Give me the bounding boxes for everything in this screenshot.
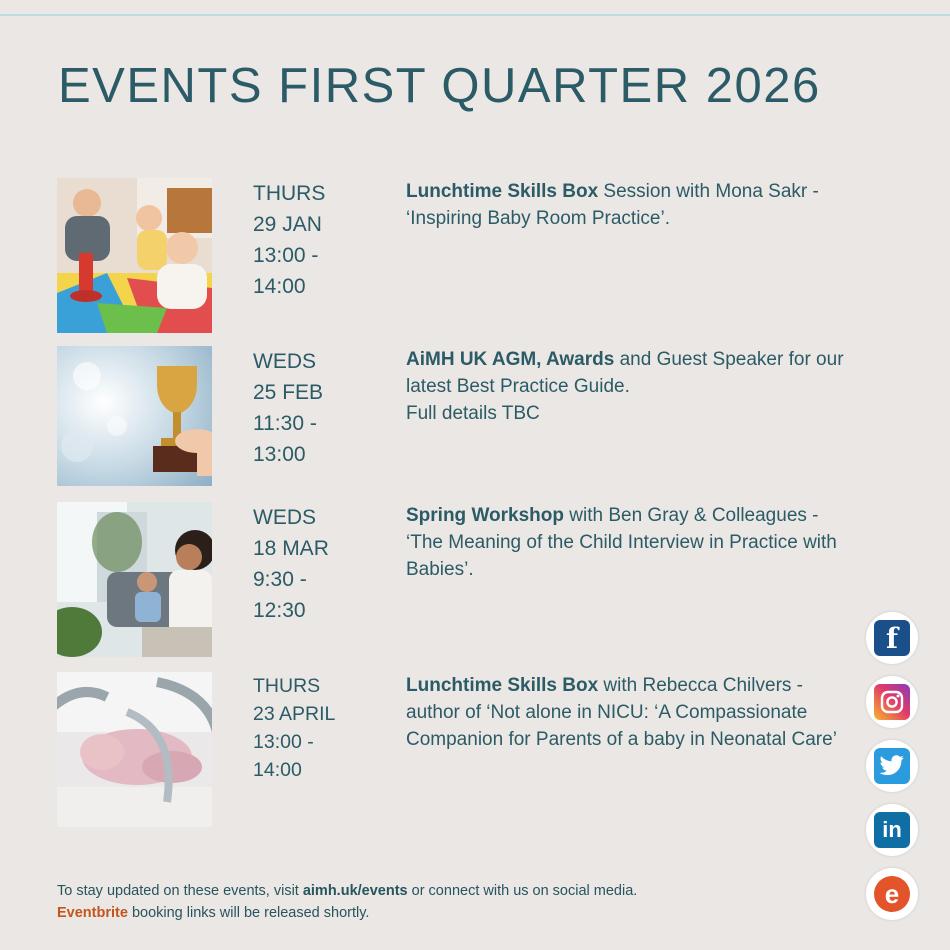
page-title: EVENTS FIRST QUARTER 2026 bbox=[58, 59, 821, 113]
event-description bbox=[406, 346, 846, 427]
instagram-button[interactable] bbox=[866, 676, 918, 728]
events-link[interactable]: aimh.uk/events bbox=[302, 883, 408, 899]
event-date-label: 18 MAR bbox=[253, 537, 329, 560]
event-time-end: 14:00 bbox=[253, 275, 306, 298]
event-time-start: 13:00 - bbox=[253, 244, 319, 267]
event-date bbox=[253, 178, 383, 302]
event-day: WEDS bbox=[253, 506, 316, 529]
event-day: THURS bbox=[253, 182, 326, 205]
footer-note bbox=[57, 880, 637, 924]
incubator-image bbox=[57, 672, 212, 827]
event-time-end: 14:00 bbox=[253, 759, 302, 781]
event-date bbox=[253, 502, 383, 626]
event-description bbox=[406, 502, 846, 583]
event-text: with Rebecca Chilvers - author of ‘Not alone in NICU: ‘A Compassionate Companion for Parents of a baby in Neonatal Care’ bbox=[406, 675, 837, 750]
interview-image bbox=[57, 502, 212, 657]
footer-line-1 bbox=[57, 880, 637, 902]
event-date-label: 29 JAN bbox=[253, 213, 322, 236]
event-time-start: 11:30 - bbox=[253, 412, 317, 435]
event-description bbox=[406, 178, 846, 232]
twitter-icon bbox=[874, 748, 910, 784]
event-title: AiMH UK AGM, Awards bbox=[406, 349, 615, 370]
facebook-button[interactable] bbox=[866, 612, 918, 664]
event-row bbox=[57, 502, 857, 657]
event-row bbox=[57, 672, 857, 827]
footer-text: or connect with us on social media. bbox=[407, 883, 638, 899]
trophy-image bbox=[57, 346, 212, 486]
event-text: with Ben Gray & Colleagues - ‘The Meaning of the Child Interview in Practice with Babies’. bbox=[406, 505, 837, 580]
event-extra: Full details TBC bbox=[406, 403, 540, 424]
top-divider bbox=[0, 14, 950, 16]
event-description bbox=[406, 672, 846, 753]
event-time-end: 13:00 bbox=[253, 443, 306, 466]
footer-text: To stay updated on these events, visit bbox=[57, 883, 303, 899]
instagram-icon bbox=[874, 684, 910, 720]
event-time-start: 9:30 - bbox=[253, 568, 307, 591]
event-date bbox=[253, 672, 383, 784]
twitter-button[interactable] bbox=[866, 740, 918, 792]
event-time-start: 13:00 - bbox=[253, 731, 314, 753]
eventbrite-label: Eventbrite bbox=[57, 905, 128, 921]
event-date-label: 25 FEB bbox=[253, 381, 324, 404]
event-day: THURS bbox=[253, 675, 321, 697]
event-date bbox=[253, 346, 383, 470]
linkedin-icon: in bbox=[874, 812, 910, 848]
event-text: and Guest Speaker for our latest Best Practice Guide. bbox=[406, 349, 844, 397]
eventbrite-icon: e bbox=[874, 876, 910, 912]
babies-playing-image bbox=[57, 178, 212, 333]
event-date-label: 23 APRIL bbox=[253, 703, 336, 725]
event-day: WEDS bbox=[253, 350, 316, 373]
event-row bbox=[57, 346, 857, 486]
event-title: Spring Workshop bbox=[406, 505, 564, 526]
footer-text: booking links will be released shortly. bbox=[127, 905, 370, 921]
event-title: Lunchtime Skills Box bbox=[406, 181, 599, 202]
footer-line-2 bbox=[57, 902, 637, 924]
event-title: Lunchtime Skills Box bbox=[406, 675, 599, 696]
event-time-end: 12:30 bbox=[253, 599, 306, 622]
linkedin-button[interactable] bbox=[866, 804, 918, 856]
eventbrite-button[interactable] bbox=[866, 868, 918, 920]
event-row bbox=[57, 178, 857, 333]
event-text: Session with Mona Sakr - ‘Inspiring Baby Room Practice’. bbox=[406, 181, 819, 229]
facebook-icon: f bbox=[874, 620, 910, 656]
